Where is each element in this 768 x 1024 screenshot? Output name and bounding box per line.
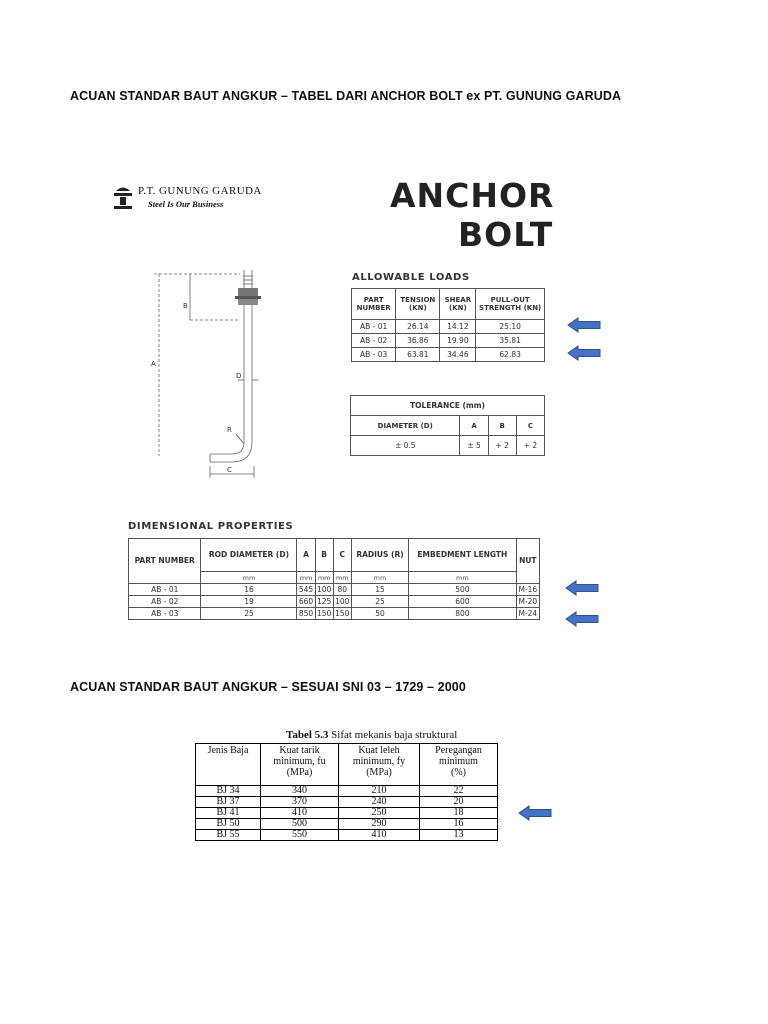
table-header-row <box>352 289 545 320</box>
cell: 150 <box>317 609 332 618</box>
cell: 34.46 <box>440 348 476 362</box>
cell: 16 <box>420 819 498 830</box>
table-row <box>129 596 540 608</box>
cell: 550 <box>261 830 339 841</box>
table-row <box>196 808 498 819</box>
tolerance-table <box>350 395 545 456</box>
dimensional-properties-table <box>128 538 540 620</box>
cell: 16 <box>201 584 297 596</box>
garuda-emblem-icon <box>112 185 134 213</box>
cell: 500 <box>409 584 517 596</box>
unit-cell: mm <box>297 572 315 584</box>
logo-company-name: P.T. GUNUNG GARUDA <box>138 185 262 197</box>
cell: 660 <box>298 597 314 606</box>
cell: AB - 01 <box>352 320 396 334</box>
drawing-label-r: R <box>227 426 232 434</box>
title-anchor: ANCHOR <box>390 176 555 215</box>
table-header-row <box>351 416 545 436</box>
cell: M-24 <box>516 608 539 620</box>
cell: AB - 02 <box>129 596 201 608</box>
table-row <box>129 608 540 620</box>
header-cell <box>420 744 498 786</box>
header-cell: RADIUS (R) <box>351 539 408 572</box>
cell: 125 <box>317 597 332 606</box>
header-cell: C <box>333 539 351 572</box>
cell: 35.81 <box>476 334 545 348</box>
caption-number: Tabel 5.3 <box>286 729 329 741</box>
cell: M-20 <box>516 596 539 608</box>
header-cell: A <box>297 539 315 572</box>
header-line: (MPa) <box>286 767 313 778</box>
header-cell: NUT <box>516 539 539 584</box>
cell: M-16 <box>516 584 539 596</box>
header-line: (%) <box>451 767 466 778</box>
cell: 290 <box>339 819 420 830</box>
cell: AB - 01 <box>129 584 201 596</box>
sni-steel-properties-table <box>195 743 498 841</box>
cell: 25.10 <box>476 320 545 334</box>
sni-table-caption <box>286 729 457 741</box>
cell: 20 <box>420 797 498 808</box>
cell: 100 <box>317 585 332 594</box>
arrow-left-icon <box>518 805 552 821</box>
unit-cell: mm <box>315 572 333 584</box>
header-cell: B <box>488 416 516 436</box>
cell: AB - 03 <box>129 608 201 620</box>
cell: 240 <box>339 797 420 808</box>
anchor-bolt-drawing <box>150 268 270 483</box>
table-row <box>352 334 545 348</box>
table-row <box>196 797 498 808</box>
allowable-loads-label: ALLOWABLE LOADS <box>352 272 470 283</box>
header-cell: C <box>516 416 544 436</box>
header-cell: DIAMETER (D) <box>351 416 460 436</box>
header-cell: A <box>460 416 488 436</box>
cell: 19.90 <box>440 334 476 348</box>
cell: BJ 50 <box>196 819 261 830</box>
arrow-left-icon <box>565 580 599 596</box>
title-bolt: BOLT <box>458 215 554 254</box>
table-row <box>352 320 545 334</box>
arrow-left-icon <box>567 345 601 361</box>
header-cell: SHEAR (KN) <box>440 289 476 320</box>
header-line: Kuat leleh <box>358 745 400 756</box>
cell: 340 <box>261 786 339 797</box>
company-logo <box>112 185 272 215</box>
cell: 26.14 <box>396 320 440 334</box>
header-line: Jenis Baja <box>207 745 249 756</box>
tolerance-title: TOLERANCE (mm) <box>351 396 545 416</box>
cell: 14.12 <box>440 320 476 334</box>
cell: 22 <box>420 786 498 797</box>
cell: AB - 03 <box>352 348 396 362</box>
cell: 15 <box>351 584 408 596</box>
cell: 80 <box>333 584 351 596</box>
header-cell: PART NUMBER <box>129 539 201 584</box>
cell: BJ 41 <box>196 808 261 819</box>
cell: 25 <box>201 608 297 620</box>
header-cell: PULL-OUT STRENGTH (KN) <box>476 289 545 320</box>
cell: ± 5 <box>460 436 488 456</box>
cell: 410 <box>339 830 420 841</box>
header-line: minimum <box>439 756 478 767</box>
drawing-label-c: C <box>227 466 232 474</box>
cell: 600 <box>409 596 517 608</box>
dimensional-properties-label: DIMENSIONAL PROPERTIES <box>128 521 294 532</box>
logo-tagline: Steel Is Our Business <box>148 199 224 209</box>
table-row <box>129 584 540 596</box>
cell: 50 <box>351 608 408 620</box>
unit-cell: mm <box>333 572 351 584</box>
cell: AB - 02 <box>352 334 396 348</box>
header-line: Peregangan <box>435 745 482 756</box>
drawing-label-b: B <box>183 302 188 310</box>
table-row <box>196 819 498 830</box>
heading-anchor-bolt-reference: ACUAN STANDAR BAUT ANGKUR – TABEL DARI ANCHOR BOLT ex PT. GUNUNG GARUDA <box>70 89 622 103</box>
header-cell: PART NUMBER <box>352 289 396 320</box>
header-cell <box>196 744 261 786</box>
cell: ± 0.5 <box>351 436 460 456</box>
drawing-label-d: D <box>236 372 242 380</box>
header-cell: B <box>315 539 333 572</box>
table-title-row <box>351 396 545 416</box>
header-cell: EMBEDMENT LENGTH <box>409 539 517 572</box>
arrow-left-icon <box>565 611 599 627</box>
header-cell <box>339 744 420 786</box>
cell: 410 <box>261 808 339 819</box>
header-line: (MPa) <box>366 767 392 778</box>
unit-cell: mm <box>409 572 517 584</box>
header-cell: TENSION (KN) <box>396 289 440 320</box>
table-row <box>196 786 498 797</box>
header-line: minimum, fu <box>273 756 326 767</box>
cell: BJ 55 <box>196 830 261 841</box>
cell: 500 <box>261 819 339 830</box>
header-line: minimum, fy <box>352 756 406 767</box>
table-header-row <box>196 744 498 786</box>
table-header-row <box>129 539 540 572</box>
cell: 850 <box>298 609 314 618</box>
cell: 18 <box>420 808 498 819</box>
cell: 545 <box>298 585 314 594</box>
header-cell: ROD DIAMETER (D) <box>201 539 297 572</box>
drawing-label-a: A <box>151 360 156 368</box>
cell: + 2 <box>516 436 544 456</box>
table-row <box>351 436 545 456</box>
header-line: Kuat tarik <box>279 745 320 756</box>
cell: 36.86 <box>396 334 440 348</box>
cell: + 2 <box>488 436 516 456</box>
cell: 250 <box>339 808 420 819</box>
allowable-loads-table <box>351 288 545 362</box>
heading-sni-reference: ACUAN STANDAR BAUT ANGKUR – SESUAI SNI 03 – 1729 – 2000 <box>70 680 466 694</box>
cell: BJ 37 <box>196 797 261 808</box>
cell: 13 <box>420 830 498 841</box>
table-row <box>352 348 545 362</box>
cell: 19 <box>201 596 297 608</box>
unit-cell: mm <box>351 572 408 584</box>
cell: BJ 34 <box>196 786 261 797</box>
cell: 100 <box>335 597 350 606</box>
cell: 150 <box>335 609 350 618</box>
header-cell <box>261 744 339 786</box>
unit-cell: mm <box>201 572 297 584</box>
cell: 63.81 <box>396 348 440 362</box>
cell: 62.83 <box>476 348 545 362</box>
table-row <box>196 830 498 841</box>
cell: 210 <box>339 786 420 797</box>
caption-text: Sifat mekanis baja struktural <box>328 729 458 741</box>
cell: 25 <box>351 596 408 608</box>
arrow-left-icon <box>567 317 601 333</box>
cell: 800 <box>409 608 517 620</box>
cell: 370 <box>261 797 339 808</box>
